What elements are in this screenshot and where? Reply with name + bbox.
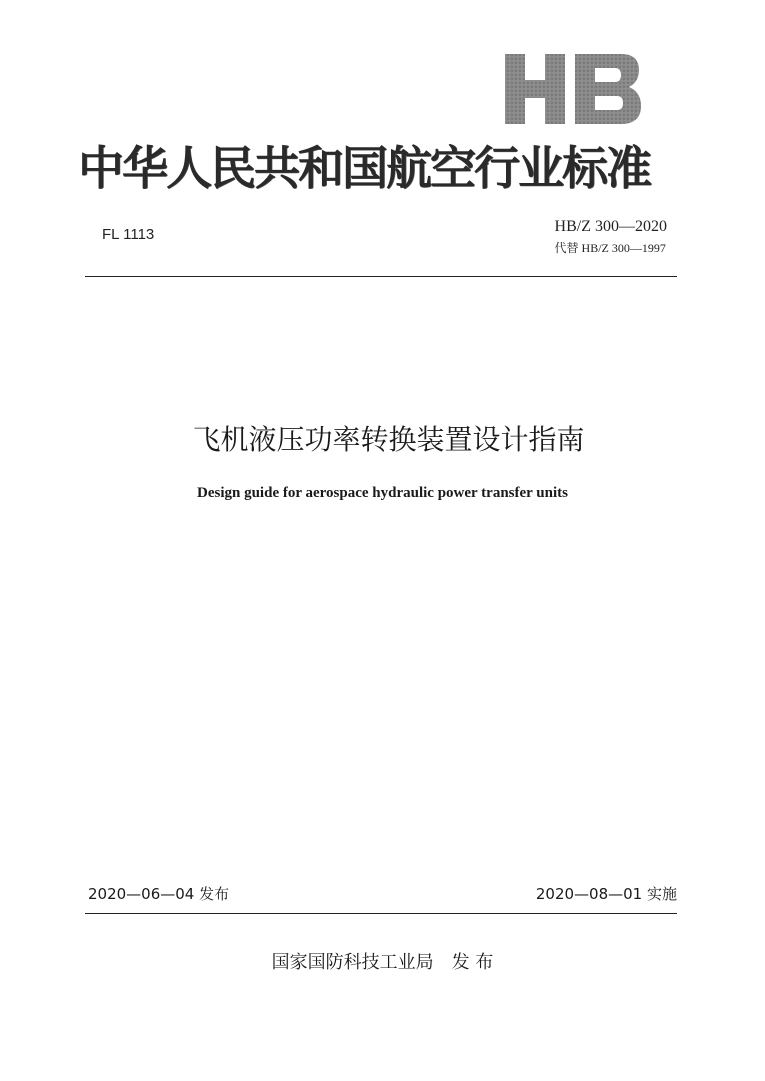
hb-logo-graphic	[503, 50, 643, 126]
standard-number-block	[555, 218, 667, 256]
hb-logo	[503, 50, 643, 126]
title-chinese: 飞机液压功率转换装置设计指南	[192, 423, 585, 456]
issue-date: 2020—06—04 发布	[88, 885, 230, 903]
implementation-date: 2020—08—01 实施	[535, 885, 677, 903]
standard-banner: 中华人民共和国航空行业标准	[78, 141, 650, 195]
top-divider	[85, 276, 677, 277]
classification-code: FL 1113	[102, 226, 155, 243]
publisher: 国家国防科技工业局 发 布	[271, 952, 494, 973]
title-english: Design guide for aerospace hydraulic power transfer units	[197, 485, 568, 501]
bottom-divider	[85, 913, 677, 914]
replaces-note: 代替 HB/Z 300—1997	[554, 241, 666, 255]
standard-number: HB/Z 300—2020	[554, 218, 667, 235]
